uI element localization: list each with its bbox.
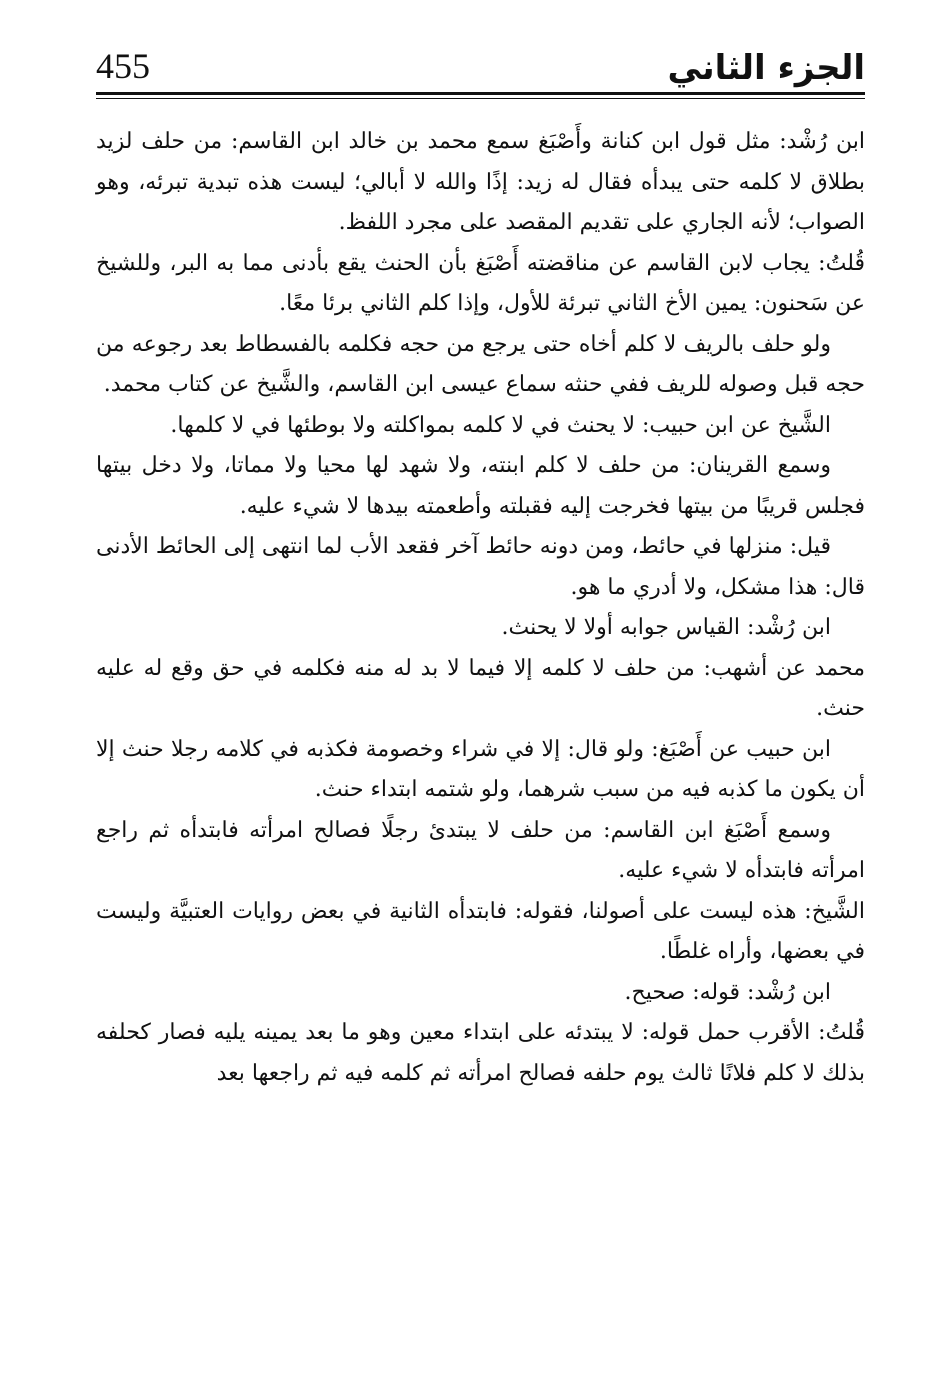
- paragraph: الشَّيخ عن ابن حبيب: لا يحنث في لا كلمه بمواكلته ولا بوطئها في لا كلمها.: [170, 412, 831, 438]
- body-text: [96, 122, 865, 1094]
- paragraph: قيل: منزلها في حائط، ومن دونه حائط آخر فقعد الأب لما انتهى إلى الحائط الأدنى قال: هذا مشكل، ولا أدري ما هو.: [96, 534, 865, 600]
- header-rule: [96, 92, 865, 95]
- paragraph: ولو حلف بالريف لا كلم أخاه حتى يرجع من حجه فكلمه بالفسطاط بعد رجوعه من حجه قبل وصوله للريف ففي حنثه سماع عيسى ابن القاسم، والشَّيخ عن كتاب محمد.: [96, 331, 865, 397]
- paragraph: ابن رُشْد: مثل قول ابن كنانة وأَصْبَغ سمع محمد بن خالد ابن القاسم: من حلف لزيد بطلاق لا كلمه حتى يبدأه فقال له زيد: إذًا والله لا أبالي؛ ليست هذه تبدية تبرئه، وهو الصواب؛ لأنه الجاري على تقديم المقصد على مجرد اللفظ.: [96, 129, 865, 235]
- paragraph: الشَّيخ: هذه ليست على أصولنا، فقوله: فابتدأه الثانية في بعض روايات العتبيَّة وليست في بعضها، وأراه غلطًا.: [96, 898, 865, 964]
- paragraph: وسمع أَصْبَغ ابن القاسم: من حلف لا يبتدئ رجلًا فصالح امرأته فابتدأه ثم راجع امرأته فابتدأه لا شيء عليه.: [96, 817, 865, 883]
- paragraph: قُلتُ: الأقرب حمل قوله: لا يبتدئه على ابتداء معين وهو ما بعد يمينه يليه فصار كحلفه بذلك لا كلم فلانًا ثالث يوم حلفه فصالح امرأته ثم كلمه فيه ثم راجعها بعد: [96, 1020, 865, 1086]
- page-number: 455: [96, 46, 150, 86]
- header-rule-thin: [96, 98, 865, 99]
- page-header: [96, 38, 865, 98]
- paragraph: ابن حبيب عن أَصْبَغ: ولو قال: إلا في شراء وخصومة فكذبه في كلامه رجلا حنث إلا أن يكون ما كذبه فيه من سبب شرهما، ولو شتمه ابتداء حنث.: [96, 736, 865, 802]
- running-title: الجزء الثاني: [667, 48, 865, 88]
- paragraph: ابن رُشْد: القياس جوابه أولا لا يحنث.: [501, 615, 831, 640]
- paragraph: قُلتُ: يجاب لابن القاسم عن مناقضته أَصْبَغ بأن الحنث يقع بأدنى مما به البر، وللشيخ عن سَحنون: يمين الأخ الثاني تبرئة للأول، وإذا كلم الثاني برئا معًا.: [96, 250, 865, 316]
- paragraph: محمد عن أشهب: من حلف لا كلمه إلا فيما لا بد له منه فكلمه في حق وقع له عليه حنث.: [96, 655, 865, 721]
- paragraph: وسمع القرينان: من حلف لا كلم ابنته، ولا شهد لها محيا ولا مماتا، ولا دخل بيتها فجلس قريبًا من بيتها فخرجت إليه فقبلته وأطعمته بيدها لا شيء عليه.: [96, 453, 865, 519]
- paragraph: ابن رُشْد: قوله: صحيح.: [624, 979, 831, 1005]
